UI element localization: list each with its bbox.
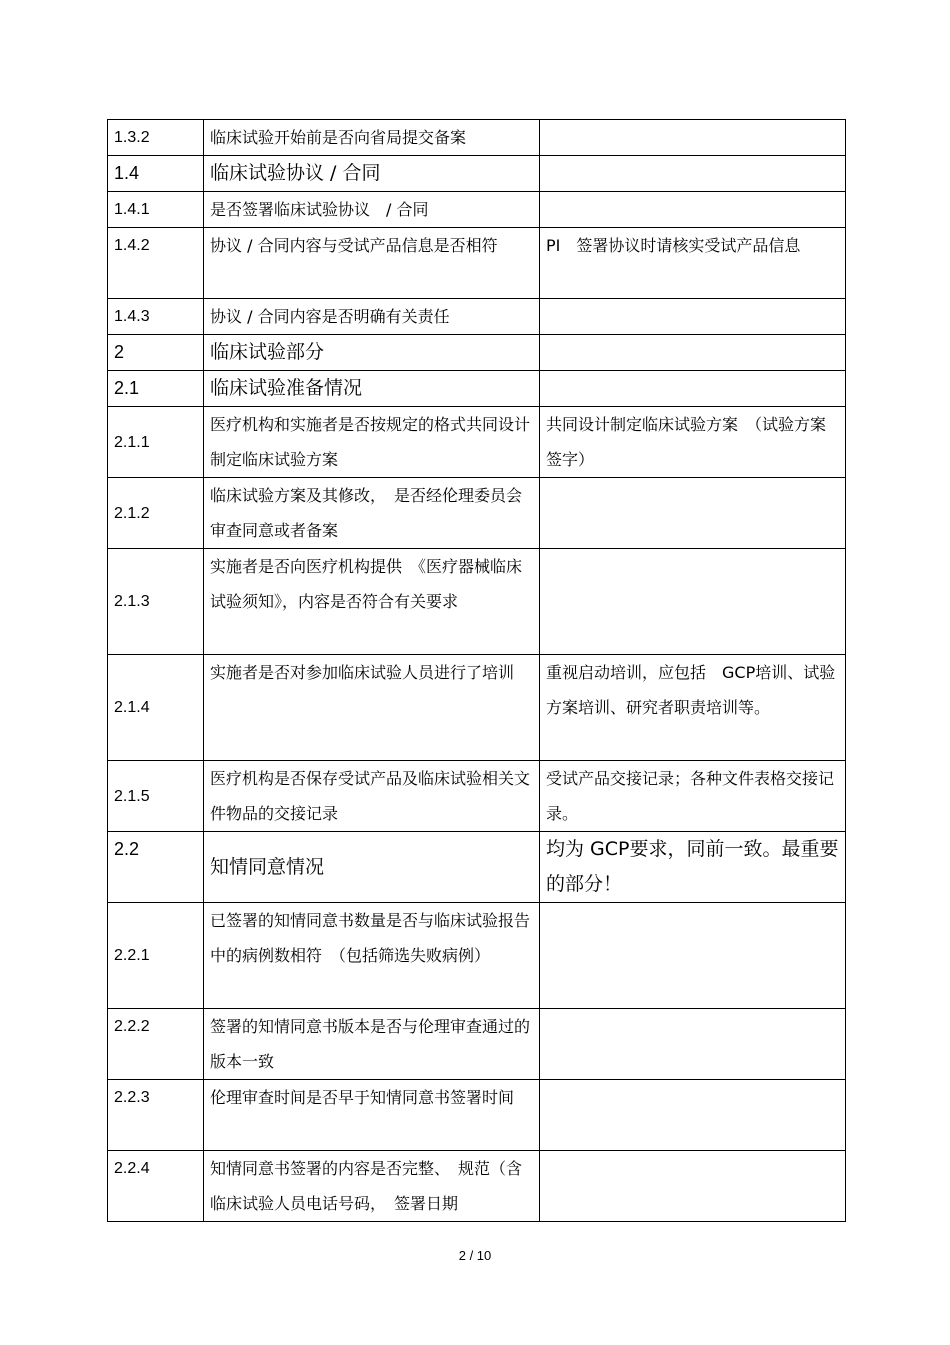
row-note: 均为 GCP要求，同前一致。最重要的部分！ bbox=[540, 832, 846, 903]
row-note bbox=[540, 299, 846, 335]
row-number: 2.1.1 bbox=[108, 407, 204, 478]
row-item: 伦理审查时间是否早于知情同意书签署时间 bbox=[204, 1080, 540, 1151]
table-row bbox=[108, 407, 846, 478]
table-row bbox=[108, 1009, 846, 1080]
table-row bbox=[108, 299, 846, 335]
row-number: 1.4.3 bbox=[108, 299, 204, 335]
row-note bbox=[540, 156, 846, 192]
row-item: 已签署的知情同意书数量是否与临床试验报告中的病例数相符 （包括筛选失败病例） bbox=[204, 903, 540, 1009]
row-number: 2.1 bbox=[108, 371, 204, 407]
row-note: 重视启动培训，应包括 GCP培训、试验方案培训、研究者职责培训等。 bbox=[540, 655, 846, 761]
row-note bbox=[540, 903, 846, 1009]
row-item: 医疗机构和实施者是否按规定的格式共同设计制定临床试验方案 bbox=[204, 407, 540, 478]
table-row bbox=[108, 120, 846, 156]
row-number: 2.2.2 bbox=[108, 1009, 204, 1080]
checklist-table bbox=[107, 119, 846, 1222]
row-item: 医疗机构是否保存受试产品及临床试验相关文件物品的交接记录 bbox=[204, 761, 540, 832]
row-note bbox=[540, 1080, 846, 1151]
row-number: 2.2 bbox=[108, 832, 204, 903]
row-item: 协议 / 合同内容是否明确有关责任 bbox=[204, 299, 540, 335]
table-row bbox=[108, 371, 846, 407]
row-item: 临床试验协议 / 合同 bbox=[204, 156, 540, 192]
table-row bbox=[108, 335, 846, 371]
row-item: 协议 / 合同内容与受试产品信息是否相符 bbox=[204, 228, 540, 299]
row-number: 2.1.5 bbox=[108, 761, 204, 832]
table-row bbox=[108, 761, 846, 832]
row-note bbox=[540, 549, 846, 655]
row-note bbox=[540, 120, 846, 156]
row-number: 2.2.4 bbox=[108, 1151, 204, 1222]
row-number: 2.2.1 bbox=[108, 903, 204, 1009]
row-number: 2.2.3 bbox=[108, 1080, 204, 1151]
row-number: 1.3.2 bbox=[108, 120, 204, 156]
row-note: 受试产品交接记录；各种文件表格交接记录。 bbox=[540, 761, 846, 832]
row-item: 实施者是否对参加临床试验人员进行了培训 bbox=[204, 655, 540, 761]
table-row bbox=[108, 156, 846, 192]
table-row bbox=[108, 832, 846, 903]
row-note bbox=[540, 478, 846, 549]
row-item: 临床试验开始前是否向省局提交备案 bbox=[204, 120, 540, 156]
row-note bbox=[540, 335, 846, 371]
table-row bbox=[108, 1151, 846, 1222]
row-number: 1.4 bbox=[108, 156, 204, 192]
row-item: 签署的知情同意书版本是否与伦理审查通过的版本一致 bbox=[204, 1009, 540, 1080]
table-row bbox=[108, 228, 846, 299]
row-number: 2.1.2 bbox=[108, 478, 204, 549]
row-note bbox=[540, 1009, 846, 1080]
table-row bbox=[108, 549, 846, 655]
row-note bbox=[540, 371, 846, 407]
row-number: 2.1.3 bbox=[108, 549, 204, 655]
row-note bbox=[540, 1151, 846, 1222]
row-item: 是否签署临床试验协议 / 合同 bbox=[204, 192, 540, 228]
table-row bbox=[108, 1080, 846, 1151]
table-row bbox=[108, 478, 846, 549]
row-item: 临床试验方案及其修改， 是否经伦理委员会审查同意或者备案 bbox=[204, 478, 540, 549]
row-item: 知情同意书签署的内容是否完整、 规范（含临床试验人员电话号码， 签署日期 bbox=[204, 1151, 540, 1222]
page-number: 2 / 10 bbox=[458, 1248, 492, 1263]
row-note: PI 签署协议时请核实受试产品信息 bbox=[540, 228, 846, 299]
row-item: 临床试验部分 bbox=[204, 335, 540, 371]
row-note: 共同设计制定临床试验方案 （试验方案签字） bbox=[540, 407, 846, 478]
table-row bbox=[108, 903, 846, 1009]
row-item: 实施者是否向医疗机构提供 《医疗器械临床试验须知》，内容是否符合有关要求 bbox=[204, 549, 540, 655]
row-item: 临床试验准备情况 bbox=[204, 371, 540, 407]
row-number: 2.1.4 bbox=[108, 655, 204, 761]
row-item: 知情同意情况 bbox=[204, 832, 540, 903]
table-row bbox=[108, 192, 846, 228]
row-number: 2 bbox=[108, 335, 204, 371]
row-number: 1.4.2 bbox=[108, 228, 204, 299]
row-number: 1.4.1 bbox=[108, 192, 204, 228]
table-row bbox=[108, 655, 846, 761]
row-note bbox=[540, 192, 846, 228]
